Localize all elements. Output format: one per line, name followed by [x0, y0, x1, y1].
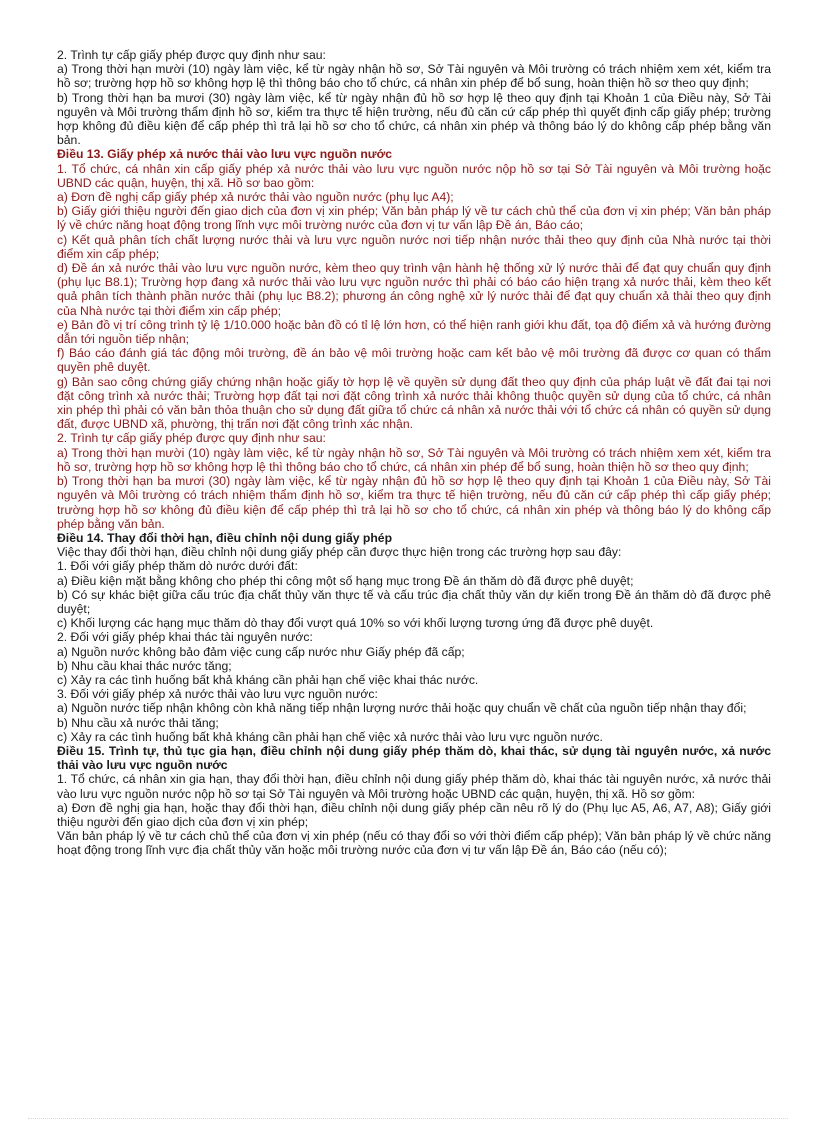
document-page	[57, 48, 771, 858]
paragraph: a) Nguồn nước tiếp nhận không còn khả năng tiếp nhận lượng nước thải hoặc quy chuẩn về chất của nguồn tiếp nhận thay đổi;	[57, 701, 747, 716]
paragraph: 1. Tổ chức, cá nhân xin cấp giấy phép xả nước thải vào lưu vực nguồn nước nộp hồ sơ tại Sở Tài nguyên và Môi trường hoặc UBND các quận, huyện, thị xã. Hồ sơ bao gồm:	[57, 161, 771, 190]
paragraph: b) Có sự khác biệt giữa cấu trúc địa chất thủy văn thực tế và cấu trúc địa chất thủy văn dự kiến trong Đề án thăm dò đã được phê duyệt;	[57, 587, 771, 616]
paragraph: d) Đề án xả nước thải vào lưu vực nguồn nước, kèm theo quy trình vận hành hệ thống xử lý nước thải để đạt quy chuẩn quy định (phụ lục B8.1); Trường hợp đang xả nước thải vào lưu vực nguồn nước thì phải có báo cáo hiện trạng xả nước thải, kèm theo kết quả phân tích thành phần nước thải (phụ lục B8.2); phương án công nghệ xử lý nước thải để đạt quy chuẩn xả thải theo quy định của Nhà nước tại thời điểm xin cấp phép;	[57, 261, 771, 318]
paragraph: b) Trong thời hạn ba mươi (30) ngày làm việc, kể từ ngày nhận đủ hồ sơ hợp lệ theo quy định tại Khoản 1 của Điều này, Sở Tài nguyên và Môi trường thẩm định hồ sơ, kiểm tra thực tế hiện trường, nếu đủ căn cứ cấp phép thì quyết định cấp giấy phép; trường hợp không đủ điều kiện để cấp phép thì trả lại hồ sơ cho tổ chức, cá nhân xin phép và thông báo lý do không cấp phép bằng văn bản.	[57, 90, 771, 148]
paragraph: c) Khối lượng các hạng mục thăm dò thay đổi vượt quá 10% so với khối lượng tương ứng đã được phê duyệt.	[57, 616, 654, 631]
paragraph: e) Bản đồ vị trí công trình tỷ lệ 1/10.000 hoặc bản đồ có tỉ lệ lớn hơn, có thể hiện ranh giới khu đất, tọa độ điểm xả và hướng đường dẫn tới nguồn tiếp nhận;	[57, 317, 771, 347]
paragraph: g) Bản sao công chứng giấy chứng nhận hoặc giấy tờ hợp lệ về quyền sử dụng đất theo quy định của pháp luật về đất đai tại nơi đặt công trình xả nước thải; Trường hợp đất tại nơi đặt công trình xả nước thải không thuộc quyền sử dụng của tổ chức, cá nhân xin phép thì phải có văn bản thỏa thuận cho sử dụng đất giữa tổ chức cá nhân xả nước thải với tổ chức cá nhân có quyền sử dụng đất, được UBND xã, phường, thị trấn nơi đặt công trình xác nhận.	[57, 374, 771, 432]
paragraph: c) Xảy ra các tình huống bất khả kháng cần phải hạn chế việc xả nước thải vào lưu vực nguồn nước.	[57, 729, 603, 744]
paragraph: 3. Đối với giấy phép xả nước thải vào lưu vực nguồn nước:	[57, 687, 378, 702]
paragraph: f) Báo cáo đánh giá tác động môi trường, đề án bảo vệ môi trường hoặc cam kết bảo vệ môi trường đã được cơ quan có thẩm quyền phê duyệt.	[57, 346, 771, 375]
paragraph: Việc thay đổi thời hạn, điều chỉnh nội dung giấy phép cần được thực hiện trong các trường hợp sau đây:	[57, 545, 622, 560]
paragraph: a) Trong thời hạn mười (10) ngày làm việc, kể từ ngày nhận hồ sơ, Sở Tài nguyên và Môi trường có trách nhiệm xem xét, kiểm tra hồ sơ; trường hợp hồ sơ không hợp lệ thì thông báo cho tổ chức, cá nhân xin phép để bổ sung, hoàn thiện hồ sơ theo quy định;	[57, 62, 771, 91]
paragraph: a) Đơn đề nghị gia hạn, hoặc thay đổi thời hạn, điều chỉnh nội dung giấy phép cần nêu rõ lý do (Phụ lục A5, A6, A7, A8); Giấy giới thiệu người đến giao dịch của đơn vị xin phép;	[57, 800, 771, 829]
paragraph: a) Đơn đề nghị cấp giấy phép xả nước thải vào nguồn nước (phụ lục A4);	[57, 190, 454, 205]
paragraph: b) Trong thời hạn ba mươi (30) ngày làm việc, kể từ ngày nhận đủ hồ sơ hợp lệ theo quy định tại Khoản 1 của Điều này, Sở Tài nguyên và Môi trường có trách nhiệm thẩm định hồ sơ, kiểm tra thực tế hiện trường, nếu đủ căn cứ cấp phép thì cấp giấy phép; trường hợp hồ sơ không đủ điều kiện để cấp phép thì trả lại hồ sơ cho tổ chức, cá nhân xin phép và thông báo lý do không cấp phép bằng văn bản.	[57, 474, 771, 531]
article-13-heading: Điều 13. Giấy phép xả nước thải vào lưu vực nguồn nước	[57, 147, 393, 162]
article-15-heading: Điều 15. Trình tự, thủ tục gia hạn, điều chỉnh nội dung giấy phép thăm dò, khai thác, sử dụng tài nguyên nước, xả nước thải vào lưu vực nguồn nước	[57, 743, 771, 773]
paragraph: 1. Tổ chức, cá nhân xin gia hạn, thay đổi thời hạn, điều chỉnh nội dung giấy phép thăm dò, khai thác tài nguyên nước, xả nước thải vào lưu vực nguồn nước nộp hồ sơ tại Sở Tài nguyên và Môi trường hoặc UBND các quận, huyện, thị xã. Hồ sơ gồm:	[57, 772, 771, 801]
paragraph: a) Điều kiện mặt bằng không cho phép thi công một số hạng mục trong Đề án thăm dò đã được phê duyệt;	[57, 573, 634, 588]
paragraph: a) Trong thời hạn mười (10) ngày làm việc, kể từ ngày nhận hồ sơ, Sở Tài nguyên và Môi trường có trách nhiệm xem xét, kiểm tra hồ sơ, trường hợp hồ sơ không hợp lệ thì thông báo cho tổ chức, cá nhân xin phép để bổ sung, hoàn thiện hồ sơ theo quy định;	[57, 445, 771, 474]
paragraph: b) Giấy giới thiệu người đến giao dịch của đơn vị xin phép; Văn bản pháp lý về tư cách chủ thể của đơn vị xin phép; Văn bản pháp lý về chức năng hoạt động trong lĩnh vực môi trường nước của đơn vị tư vấn lập Đề án, Báo cáo;	[57, 204, 771, 233]
paragraph: 2. Trình tự cấp giấy phép được quy định như sau:	[57, 431, 326, 446]
paragraph: 1. Đối với giấy phép thăm dò nước dưới đất:	[57, 559, 298, 574]
paragraph: 2. Đối với giấy phép khai thác tài nguyên nước:	[57, 630, 313, 645]
article-14-heading: Điều 14. Thay đổi thời hạn, điều chỉnh nội dung giấy phép	[57, 530, 393, 545]
page-bottom-divider	[28, 1118, 788, 1119]
paragraph: c) Kết quả phân tích chất lượng nước thải và lưu vực nguồn nước nơi tiếp nhận nước thải theo quy định của Nhà nước tại thời điểm xin cấp phép;	[57, 232, 771, 261]
paragraph: b) Nhu cầu khai thác nước tăng;	[57, 658, 232, 673]
paragraph: b) Nhu cầu xả nước thải tăng;	[57, 715, 219, 730]
paragraph: c) Xảy ra các tình huống bất khả kháng cần phải hạn chế việc khai thác nước.	[57, 672, 479, 687]
paragraph: 2. Trình tự cấp giấy phép được quy định như sau:	[57, 48, 326, 62]
paragraph: Văn bản pháp lý về tư cách chủ thể của đơn vị xin phép (nếu có thay đổi so với thời điểm cấp phép); Văn bản pháp lý về chức năng hoạt động trong lĩnh vực địa chất thủy văn hoặc môi trường nước của đơn vị tư vấn lập Đề án, Báo cáo (nếu có);	[57, 829, 771, 858]
paragraph: a) Nguồn nước không bảo đảm việc cung cấp nước như Giấy phép đã cấp;	[57, 644, 465, 659]
